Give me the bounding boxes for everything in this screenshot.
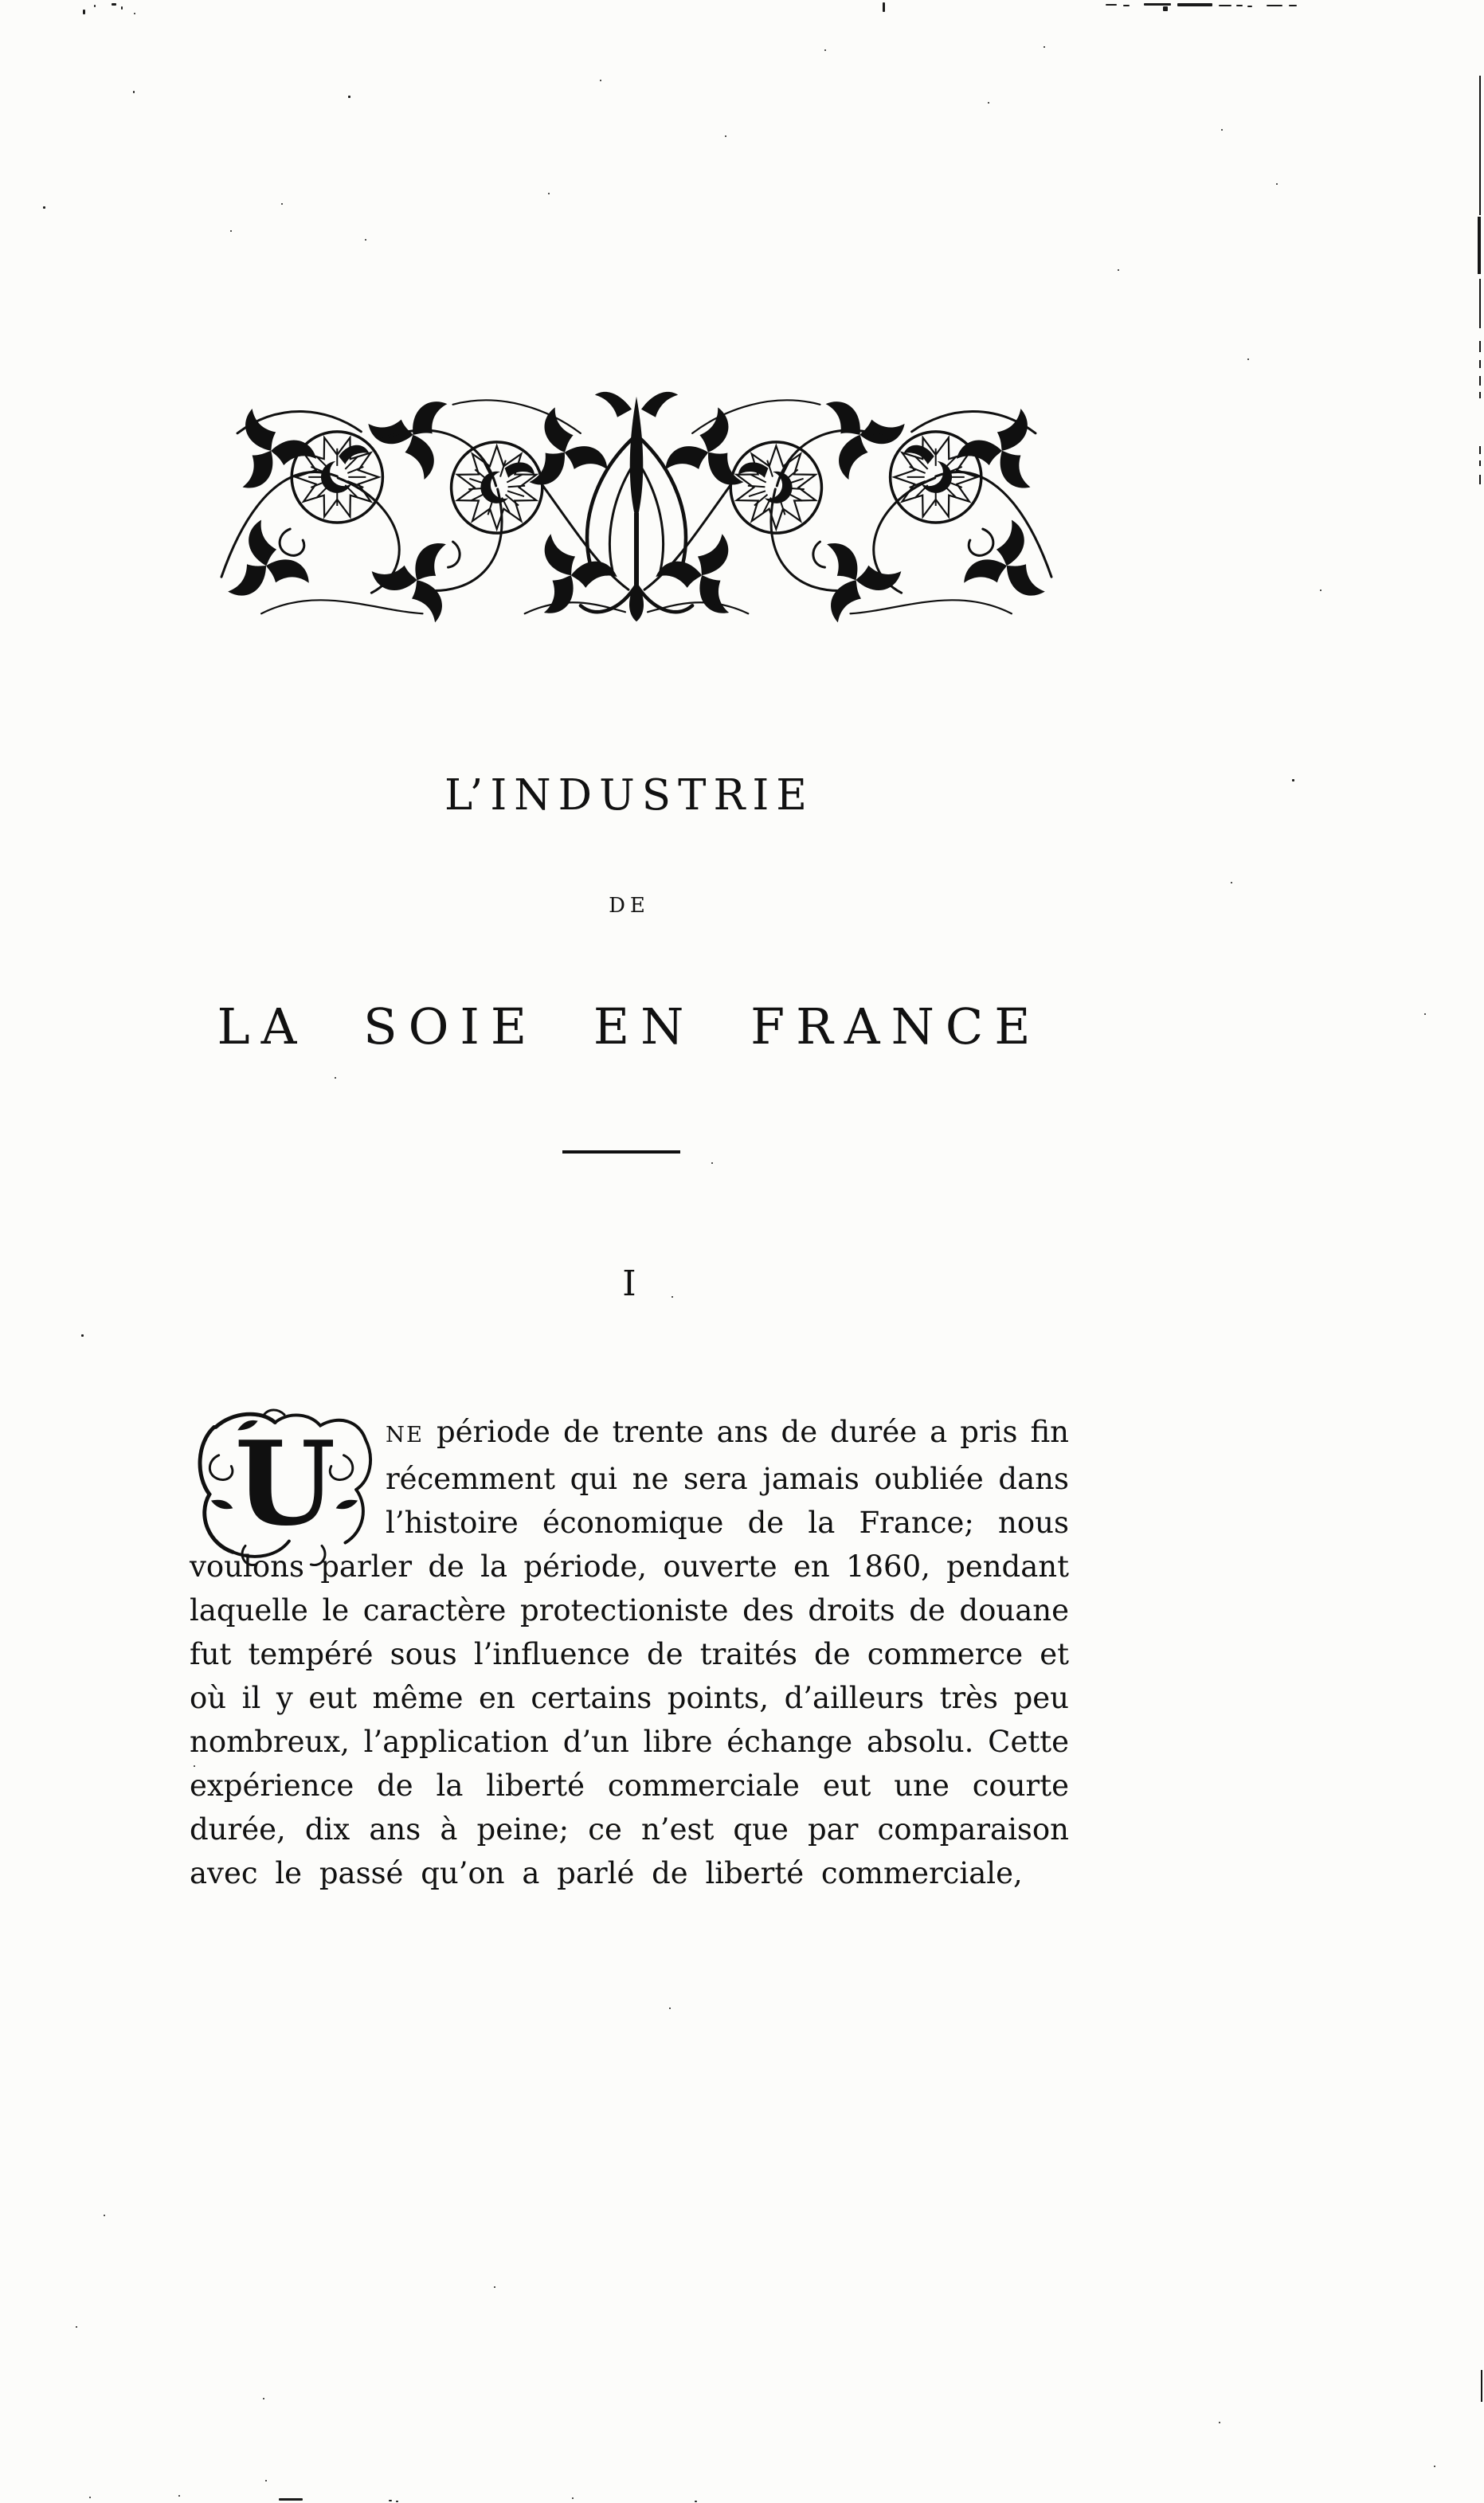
scan-speck: [263, 2398, 264, 2399]
paragraph-line: où il y eut même en certains points, d’ailleurs très peu: [190, 1681, 1069, 1715]
scan-speck: [348, 96, 350, 98]
scan-speck: [1292, 779, 1294, 781]
scan-speck: [1320, 590, 1322, 591]
right-margin-line: [1481, 2370, 1482, 2402]
scan-speck: [672, 1296, 673, 1298]
scan-speck: [824, 49, 826, 51]
paragraph-line: laquelle le caractère protectioniste des droits de douane: [190, 1593, 1069, 1628]
edge-dash-mark: [1144, 3, 1171, 6]
scan-speck: [121, 6, 123, 10]
paragraph-line: fut tempéré sous l’influence de traités de commerce et: [190, 1637, 1069, 1671]
paragraph-line: expérience de la liberté commerciale eut une courte: [190, 1769, 1069, 1803]
ornate-initial-U-icon: [190, 1407, 379, 1563]
paragraph-line: l’histoire économique de la France; nous: [386, 1506, 1069, 1540]
scan-speck: [669, 2007, 671, 2009]
paragraph-line: durée, dix ans à peine; ce n’est que par comparaison: [190, 1812, 1069, 1847]
right-margin-line: [1479, 460, 1481, 466]
scan-speck: [1434, 2466, 1435, 2467]
scan-speck: [572, 2497, 574, 2499]
right-margin-line: [1479, 475, 1481, 484]
right-margin-line: [1479, 341, 1481, 352]
scan-speck: [43, 206, 45, 209]
scan-speck: [265, 2480, 267, 2481]
right-margin-line: [1478, 217, 1481, 274]
scan-speck: [600, 80, 601, 81]
scan-speck: [725, 135, 726, 137]
scan-speck: [883, 2, 885, 12]
scan-speck: [365, 239, 366, 241]
right-margin-line: [1479, 376, 1481, 386]
page-subtitle: LA SOIE EN FRANCE: [217, 997, 1042, 1056]
scan-speck: [1118, 269, 1119, 271]
scan-speck: [988, 102, 989, 104]
paragraph-line: récemment qui ne sera jamais oubliée dans: [386, 1462, 1069, 1496]
scan-speck: [134, 13, 135, 14]
scan-speck: [133, 91, 135, 93]
edge-dash-mark: [1247, 6, 1252, 7]
title-divider-rule: [562, 1150, 680, 1154]
chapter-numeral: I: [622, 1263, 636, 1304]
opening-paragraph: [190, 1410, 1069, 1895]
paragraph-line: voulons parler de la période, ouverte en 1860, pendant: [190, 1549, 1069, 1584]
drop-cap-letter: U: [234, 1416, 336, 1552]
scan-speck: [1043, 46, 1045, 48]
right-margin-line: [1479, 360, 1481, 368]
scan-speck: [711, 1162, 713, 1164]
scan-speck: [1231, 882, 1232, 883]
scan-speck: [548, 193, 550, 194]
right-margin-line: [1479, 446, 1481, 454]
paragraph-line-text: période de trente ans de durée a pris fin: [423, 1415, 1069, 1449]
scan-speck: [389, 2500, 392, 2501]
title-connector: DE: [609, 894, 650, 918]
scan-speck: [1276, 183, 1278, 185]
paragraph-line: avec le passé qu’on a parlé de liberté commerciale,: [190, 1856, 1023, 1890]
scan-speck: [230, 230, 232, 232]
floral-headpiece-ornament: [213, 385, 1059, 625]
scan-speck: [1221, 129, 1223, 131]
paragraph-line: nombreux, l’application d’un libre échange absolu. Cette: [190, 1725, 1069, 1759]
scan-speck: [178, 2495, 180, 2497]
edge-dash-mark: [1106, 4, 1117, 6]
scan-speck: [494, 2286, 495, 2288]
scan-speck: [112, 3, 116, 6]
scan-speck: [1219, 2422, 1220, 2423]
scan-speck: [94, 5, 96, 7]
scan-speck: [1424, 1013, 1426, 1015]
edge-dash-mark: [1219, 5, 1231, 6]
scan-speck: [281, 203, 283, 205]
drop-cap-initial: [190, 1410, 386, 1552]
right-margin-line: [1479, 392, 1481, 398]
edge-dash-mark: [1163, 6, 1168, 11]
scan-speck: [104, 2215, 105, 2216]
right-margin-line: [1479, 279, 1481, 328]
edge-dash-mark: [1123, 5, 1130, 6]
scan-speck: [695, 2501, 697, 2502]
scan-speck: [396, 2501, 398, 2502]
edge-dash-mark: [1177, 3, 1212, 6]
scan-speck: [81, 1334, 84, 1337]
lead-small-caps: NE: [386, 1423, 424, 1447]
edge-dash-mark: [1267, 5, 1282, 6]
scan-speck: [1247, 358, 1249, 360]
scan-speck: [335, 1077, 336, 1079]
scan-speck: [279, 2498, 303, 2501]
edge-dash-mark: [1236, 5, 1243, 6]
scan-speck: [194, 1765, 195, 1767]
scan-speck: [83, 10, 85, 14]
edge-dash-mark: [1289, 5, 1297, 6]
scan-speck: [89, 2497, 91, 2498]
right-margin-line: [1479, 76, 1481, 215]
scan-speck: [76, 2326, 77, 2328]
page-title: L’INDUSTRIE: [444, 771, 814, 820]
